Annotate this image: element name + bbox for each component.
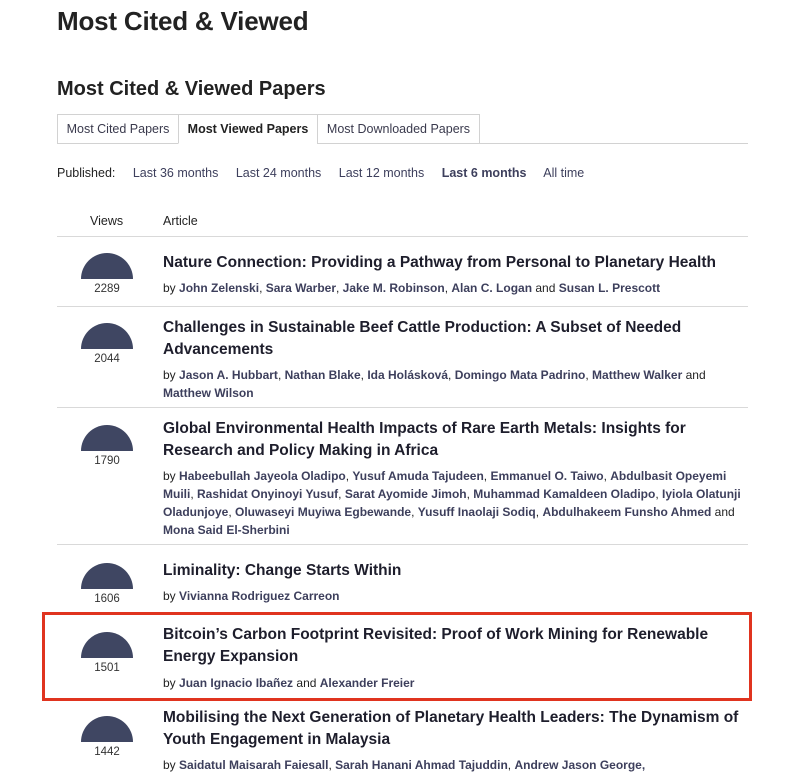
article-column-header: Article [163,214,198,228]
article-authors: by Habeebullah Jayeola Oladipo, Yusuf Amuda Tajudeen, Emmanuel O. Taiwo, Abdulbasit Opeyemi Muili, Rashidat Onyinoyi Yusuf, Sarat Ayomide Jimoh, Muhammad Kamaldeen Oladipo, Iyiola Olatunji Oladunjoye, Oluwaseyi Muyiwa Egbewande, Yusuff Inaolaji Sodiq, Abdulhakeem Funsho Ahmed and Mona Said El-Sherbini [163,469,741,537]
section-title: Most Cited & Viewed Papers [57,78,326,100]
author-link[interactable]: Sarah Hanani Ahmad Tajuddin [335,758,508,772]
author-link[interactable]: Sarat Ayomide Jimoh [344,487,467,501]
tab-most-cited[interactable]: Most Cited Papers [57,114,179,144]
author-link[interactable]: Abdulhakeem Funsho Ahmed [542,505,712,519]
article-authors: by Jason A. Hubbart, Nathan Blake, Ida Holásková, Domingo Mata Padrino, Matthew Walker and Matthew Wilson [163,368,706,400]
author-link[interactable]: Yusuf Amuda Tajudeen [352,469,484,483]
views-metric [81,563,133,605]
article-row [57,612,748,705]
author-link[interactable]: Jason A. Hubbart [179,368,278,382]
published-filter [57,166,598,180]
views-count: 1501 [94,662,120,674]
article-row [57,306,748,408]
author-link[interactable]: Emmanuel O. Taiwo [490,469,604,483]
page-title: Most Cited & Viewed [57,6,309,36]
tab-bar [57,114,748,144]
author-link[interactable]: Alan C. Logan [451,281,533,295]
author-link[interactable]: Oluwaseyi Muyiwa Egbewande [235,505,412,519]
tab-most-downloaded[interactable]: Most Downloaded Papers [317,114,480,144]
author-link[interactable]: Iyiola Olatunji Oladunjoye [163,487,741,519]
views-gauge-icon [81,563,133,589]
author-link[interactable]: Andrew Jason George, [514,758,646,772]
author-link[interactable]: Rashidat Onyinoyi Yusuf [197,487,339,501]
author-link[interactable]: Juan Ignacio Ibañez [179,676,294,690]
article-title[interactable]: Liminality: Change Starts Within [163,562,402,579]
views-gauge-icon [81,716,133,742]
author-link[interactable]: Saidatul Maisarah Faiesall [179,758,329,772]
views-gauge-icon [81,323,133,349]
article-authors: by John Zelenski, Sara Warber, Jake M. Robinson, Alan C. Logan and Susan L. Prescott [163,281,661,295]
author-link[interactable]: Jake M. Robinson [342,281,445,295]
views-count: 2044 [94,353,120,365]
views-gauge-icon [81,632,133,658]
article-authors: by Vivianna Rodriguez Carreon [163,589,340,603]
views-count: 1790 [94,455,120,467]
article-title[interactable]: Challenges in Sustainable Beef Cattle Production: A Subset of Needed Advancements [163,319,682,358]
views-metric [81,716,133,758]
article-row [57,236,748,307]
author-link[interactable]: Vivianna Rodriguez Carreon [179,589,340,603]
author-link[interactable]: Domingo Mata Padrino [454,368,586,382]
views-count: 2289 [94,283,120,295]
filter-all-time[interactable]: All time [543,166,585,180]
article-authors: by Juan Ignacio Ibañez and Alexander Freier [163,676,415,690]
views-metric [81,323,133,365]
author-link[interactable]: Susan L. Prescott [558,281,661,295]
author-link[interactable]: Matthew Walker [592,368,683,382]
views-column-header: Views [90,214,124,228]
author-link[interactable]: Mona Said El-Sherbini [163,523,290,537]
views-gauge-icon [81,425,133,451]
filter-last-24-months[interactable]: Last 24 months [235,166,322,180]
article-row [57,704,748,772]
article-authors: by Saidatul Maisarah Faiesall, Sarah Hanani Ahmad Tajuddin, Andrew Jason George, [163,758,646,772]
views-metric [81,253,133,295]
views-count: 1442 [94,746,120,758]
author-link[interactable]: Abdulbasit Opeyemi Muili [163,469,727,501]
views-metric [81,425,133,467]
author-link[interactable]: Nathan Blake [284,368,361,382]
article-row [57,407,748,545]
article-title[interactable]: Bitcoin’s Carbon Footprint Revisited: Proof of Work Mining for Renewable Energy Expansion [163,626,709,665]
filter-last-36-months[interactable]: Last 36 months [132,166,219,180]
filter-last-6-months[interactable]: Last 6 months [441,166,527,180]
views-count: 1606 [94,593,120,605]
author-link[interactable]: Ida Holásková [367,368,449,382]
article-title[interactable]: Nature Connection: Providing a Pathway from Personal to Planetary Health [163,254,716,271]
author-link[interactable]: Yusuff Inaolaji Sodiq [417,505,536,519]
filter-last-12-months[interactable]: Last 12 months [338,166,425,180]
article-title[interactable]: Global Environmental Health Impacts of Rare Earth Metals: Insights for Research and Policy Making in Africa [163,420,686,459]
views-gauge-icon [81,253,133,279]
filter-label: Published: [57,166,116,180]
views-metric [81,632,133,674]
author-link[interactable]: Muhammad Kamaldeen Oladipo [473,487,656,501]
author-link[interactable]: Alexander Freier [319,676,415,690]
article-row [57,544,748,613]
author-link[interactable]: Sara Warber [265,281,336,295]
author-link[interactable]: Habeebullah Jayeola Oladipo [179,469,346,483]
author-link[interactable]: John Zelenski [179,281,260,295]
author-link[interactable]: Matthew Wilson [163,386,254,400]
article-title[interactable]: Mobilising the Next Generation of Planetary Health Leaders: The Dynamism of Youth Engagement in Malaysia [163,709,739,748]
tab-most-viewed[interactable]: Most Viewed Papers [178,114,318,144]
